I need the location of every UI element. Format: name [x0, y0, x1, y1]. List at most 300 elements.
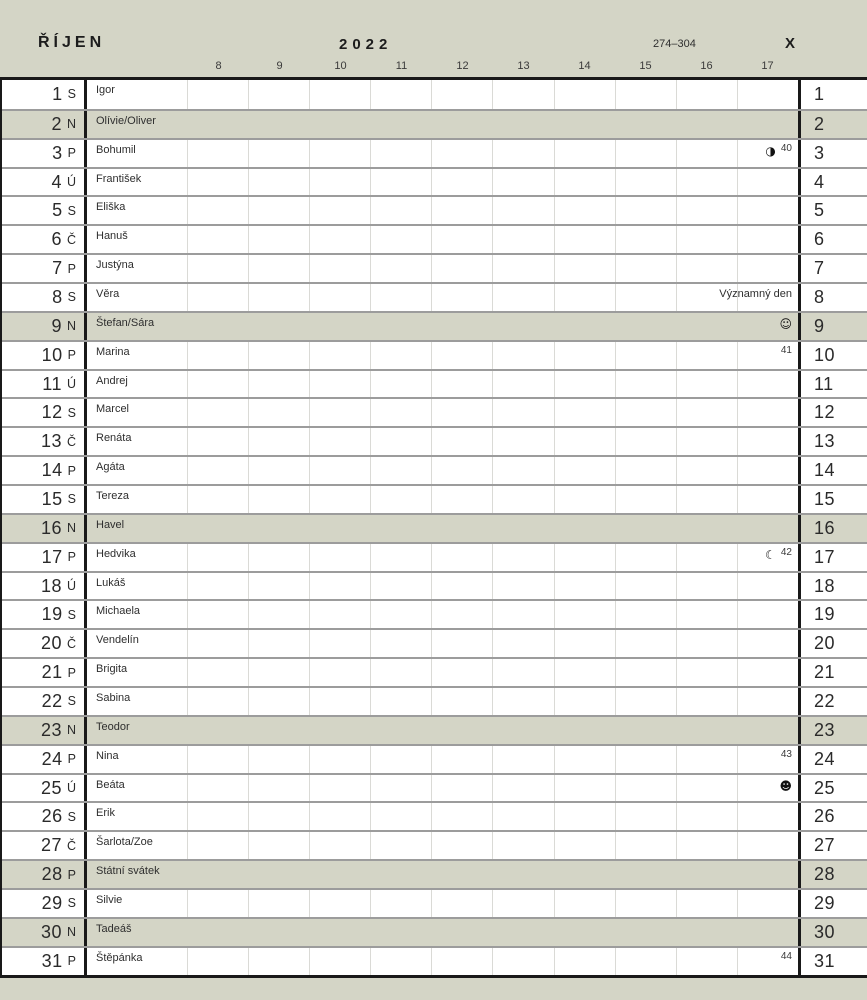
- hour-cell: [431, 399, 492, 426]
- hour-grid: [187, 919, 798, 946]
- day-right-cell: [801, 371, 867, 398]
- day-left-cell: [2, 428, 87, 455]
- day-annotations: [765, 142, 792, 157]
- day-content-cell: [87, 717, 801, 744]
- hour-cell: [187, 717, 248, 744]
- hour-cell: [737, 601, 798, 628]
- hour-cell: [554, 371, 615, 398]
- hour-cell: [492, 803, 553, 830]
- new-moon-icon: ☻: [779, 778, 792, 793]
- hour-cell: [431, 746, 492, 773]
- nameday-label: Beáta: [96, 778, 125, 791]
- note-label: Významný den: [719, 288, 792, 301]
- day-row: [2, 801, 867, 830]
- hour-cell: [554, 919, 615, 946]
- hour-cell: [187, 803, 248, 830]
- day-number: 3: [52, 142, 63, 163]
- hour-cell: [370, 197, 431, 224]
- hour-cell: [187, 226, 248, 253]
- day-left-cell: [2, 197, 87, 224]
- day-row: [2, 224, 867, 253]
- hour-grid: [187, 486, 798, 513]
- day-number-right: 31: [814, 950, 836, 971]
- hour-cell: [431, 601, 492, 628]
- hour-cell: [187, 832, 248, 859]
- hour-cell: [615, 890, 676, 917]
- hour-cell: [492, 775, 553, 802]
- day-left-cell: [2, 890, 87, 917]
- day-annotations: [781, 344, 792, 356]
- hour-cell: [615, 775, 676, 802]
- hour-cell: [676, 313, 737, 340]
- hour-cell: [492, 919, 553, 946]
- weekday-letter: S: [67, 896, 76, 911]
- day-right-cell: [801, 688, 867, 715]
- day-left-cell: [2, 169, 87, 196]
- day-number: 26: [41, 806, 63, 827]
- hour-cell: [187, 140, 248, 167]
- nameday-label: Marina: [96, 345, 130, 358]
- hour-cell: [737, 226, 798, 253]
- day-of-year-range: 274–304: [653, 38, 696, 50]
- hour-cell: [370, 659, 431, 686]
- hour-cell: [492, 832, 553, 859]
- hour-cell: [737, 573, 798, 600]
- day-row: [2, 484, 867, 513]
- day-left-cell: [2, 544, 87, 571]
- hour-cell: [737, 428, 798, 455]
- weekday-letter: N: [66, 319, 76, 334]
- nameday-label: Andrej: [96, 374, 128, 387]
- hour-label: 9: [276, 60, 283, 72]
- day-right-cell: [801, 140, 867, 167]
- hour-cell: [187, 861, 248, 888]
- day-annotations: [781, 748, 792, 760]
- hour-cell: [492, 746, 553, 773]
- nameday-label: Havel: [96, 518, 125, 531]
- hour-cell: [554, 803, 615, 830]
- hour-cell: [248, 717, 309, 744]
- hour-cell: [187, 515, 248, 542]
- day-right-cell: [801, 630, 867, 657]
- hour-cell: [737, 688, 798, 715]
- day-left-cell: [2, 457, 87, 484]
- day-content-cell: [87, 255, 801, 282]
- day-row: [2, 628, 867, 657]
- hour-cell: [431, 832, 492, 859]
- weekday-letter: S: [67, 405, 76, 420]
- hour-cell: [615, 717, 676, 744]
- hour-grid: [187, 197, 798, 224]
- day-right-cell: [801, 861, 867, 888]
- hour-cell: [248, 371, 309, 398]
- day-left-cell: [2, 803, 87, 830]
- hour-cell: [309, 313, 370, 340]
- hour-cell: [309, 428, 370, 455]
- hour-cell: [370, 169, 431, 196]
- nameday-label: Justýna: [96, 259, 134, 272]
- hour-grid: [187, 717, 798, 744]
- day-content-cell: [87, 515, 801, 542]
- hour-cell: [370, 919, 431, 946]
- hour-cell: [248, 659, 309, 686]
- day-number: 31: [41, 950, 63, 971]
- nameday-label: Brigita: [96, 663, 128, 676]
- year-label: 2022: [339, 36, 393, 53]
- hour-grid: [187, 515, 798, 542]
- hour-grid: [187, 630, 798, 657]
- day-number-right: 26: [814, 806, 836, 827]
- hour-cell: [248, 861, 309, 888]
- day-content-cell: [87, 313, 801, 340]
- hour-cell: [492, 197, 553, 224]
- hour-cell: [615, 371, 676, 398]
- hour-cell: [248, 284, 309, 311]
- day-number-right: 7: [814, 258, 825, 279]
- hour-cell: [676, 573, 737, 600]
- hour-cell: [431, 919, 492, 946]
- day-content-cell: [87, 659, 801, 686]
- hour-cell: [615, 688, 676, 715]
- hour-grid: [187, 659, 798, 686]
- nameday-label: Tereza: [96, 490, 130, 503]
- hour-cell: [676, 861, 737, 888]
- hour-cell: [676, 399, 737, 426]
- hour-cell: [554, 573, 615, 600]
- hour-cell: [554, 313, 615, 340]
- hour-cell: [676, 169, 737, 196]
- day-content-cell: [87, 544, 801, 571]
- day-content-cell: [87, 399, 801, 426]
- hour-cell: [676, 890, 737, 917]
- hour-cell: [431, 140, 492, 167]
- hour-cell: [248, 573, 309, 600]
- hour-cell: [431, 457, 492, 484]
- day-number-right: 19: [814, 604, 836, 625]
- day-annotations: [765, 546, 792, 561]
- hour-cell: [554, 197, 615, 224]
- day-content-cell: [87, 226, 801, 253]
- weekday-letter: P: [67, 954, 76, 969]
- weekday-letter: S: [67, 492, 76, 507]
- hour-grid: [187, 861, 798, 888]
- day-left-cell: [2, 832, 87, 859]
- day-row: [2, 397, 867, 426]
- hour-cell: [554, 832, 615, 859]
- day-number-right: 17: [814, 546, 836, 567]
- day-row: [2, 167, 867, 196]
- day-number: 24: [41, 748, 63, 769]
- hour-cell: [492, 601, 553, 628]
- day-number-right: 1: [814, 83, 825, 104]
- nameday-label: Nina: [96, 749, 119, 762]
- day-number: 23: [40, 719, 62, 740]
- day-row: [2, 599, 867, 628]
- day-number-right: 3: [814, 142, 825, 163]
- hour-cell: [554, 601, 615, 628]
- day-number-right: 4: [814, 171, 825, 192]
- hour-cell: [554, 140, 615, 167]
- day-number: 9: [51, 315, 62, 336]
- hour-cell: [248, 80, 309, 109]
- hour-grid: [187, 832, 798, 859]
- hour-cell: [248, 890, 309, 917]
- nameday-label: Lukáš: [96, 576, 126, 589]
- hour-cell: [554, 457, 615, 484]
- hour-cell: [370, 746, 431, 773]
- hour-cell: [492, 169, 553, 196]
- hour-cell: [248, 428, 309, 455]
- hour-cell: [676, 803, 737, 830]
- hour-label: 15: [639, 60, 652, 72]
- hour-cell: [309, 111, 370, 138]
- hour-grid: [187, 688, 798, 715]
- hour-grid: [187, 890, 798, 917]
- hour-cell: [676, 371, 737, 398]
- hour-scale: [0, 60, 867, 77]
- hour-cell: [370, 80, 431, 109]
- hour-cell: [676, 601, 737, 628]
- day-right-cell: [801, 515, 867, 542]
- hour-cell: [187, 80, 248, 109]
- hour-cell: [615, 457, 676, 484]
- hour-cell: [554, 284, 615, 311]
- hour-grid: [187, 601, 798, 628]
- hour-cell: [737, 861, 798, 888]
- day-left-cell: [2, 111, 87, 138]
- hour-cell: [248, 457, 309, 484]
- hour-cell: [309, 601, 370, 628]
- day-content-cell: [87, 80, 801, 109]
- hour-cell: [187, 688, 248, 715]
- hour-cell: [309, 515, 370, 542]
- day-content-cell: [87, 140, 801, 167]
- day-content-cell: [87, 197, 801, 224]
- day-row: [2, 195, 867, 224]
- weekday-letter: Č: [66, 232, 76, 247]
- day-content-cell: [87, 284, 801, 311]
- week-number: 43: [780, 748, 792, 760]
- day-left-cell: [2, 515, 87, 542]
- day-number: 25: [40, 777, 62, 798]
- hour-cell: [615, 428, 676, 455]
- hour-cell: [737, 255, 798, 282]
- hour-cell: [737, 111, 798, 138]
- day-annotations: [719, 286, 792, 300]
- hour-grid: [187, 775, 798, 802]
- day-number-right: 22: [814, 690, 836, 711]
- day-right-cell: [801, 169, 867, 196]
- hour-cell: [370, 803, 431, 830]
- hour-cell: [187, 284, 248, 311]
- hour-grid: [187, 255, 798, 282]
- hour-cell: [248, 111, 309, 138]
- nameday-label: Štěpánka: [96, 951, 143, 964]
- day-left-cell: [2, 486, 87, 513]
- hour-cell: [248, 486, 309, 513]
- hour-cell: [676, 544, 737, 571]
- nameday-label: Věra: [96, 288, 120, 301]
- hour-cell: [554, 861, 615, 888]
- day-number: 30: [40, 921, 62, 942]
- hour-cell: [370, 515, 431, 542]
- hour-cell: [676, 746, 737, 773]
- hour-cell: [554, 342, 615, 369]
- day-left-cell: [2, 313, 87, 340]
- hour-cell: [737, 457, 798, 484]
- hour-cell: [187, 919, 248, 946]
- day-number-right: 16: [814, 517, 836, 538]
- hour-cell: [676, 197, 737, 224]
- hour-cell: [370, 948, 431, 975]
- hour-cell: [615, 515, 676, 542]
- hour-cell: [431, 197, 492, 224]
- day-content-cell: [87, 371, 801, 398]
- nameday-label: Sabina: [96, 692, 131, 705]
- hour-cell: [615, 140, 676, 167]
- hour-cell: [370, 775, 431, 802]
- hour-cell: [370, 226, 431, 253]
- week-number: 44: [780, 950, 792, 962]
- day-right-cell: [801, 399, 867, 426]
- day-number: 5: [52, 200, 63, 221]
- day-number-right: 10: [814, 344, 836, 365]
- weekday-letter: N: [66, 925, 76, 940]
- day-row: [2, 773, 867, 802]
- hour-cell: [676, 515, 737, 542]
- hour-cell: [492, 428, 553, 455]
- hour-cell: [187, 111, 248, 138]
- nameday-label: Igor: [96, 84, 115, 96]
- hour-label: 10: [334, 60, 347, 72]
- hour-cell: [615, 832, 676, 859]
- hour-cell: [737, 630, 798, 657]
- day-number: 12: [41, 402, 63, 423]
- hour-cell: [431, 573, 492, 600]
- hour-cell: [737, 890, 798, 917]
- day-number-right: 28: [814, 864, 836, 885]
- hour-cell: [615, 342, 676, 369]
- day-number: 2: [51, 113, 62, 134]
- hour-cell: [248, 601, 309, 628]
- hour-cell: [370, 255, 431, 282]
- day-number-right: 20: [814, 633, 836, 654]
- hour-cell: [309, 486, 370, 513]
- hour-cell: [187, 255, 248, 282]
- hour-cell: [187, 890, 248, 917]
- hour-cell: [676, 688, 737, 715]
- day-left-cell: [2, 80, 87, 109]
- day-number: 20: [40, 633, 62, 654]
- hour-cell: [370, 313, 431, 340]
- day-content-cell: [87, 428, 801, 455]
- day-right-cell: [801, 948, 867, 975]
- day-left-cell: [2, 775, 87, 802]
- hour-cell: [431, 342, 492, 369]
- day-annotations: [779, 315, 792, 330]
- hour-cell: [492, 226, 553, 253]
- hour-cell: [431, 284, 492, 311]
- day-number: 6: [51, 229, 62, 250]
- hour-cell: [309, 140, 370, 167]
- day-number-right: 5: [814, 200, 825, 221]
- day-right-cell: [801, 80, 867, 109]
- hour-cell: [431, 371, 492, 398]
- hour-grid: [187, 342, 798, 369]
- day-row: [2, 340, 867, 369]
- hour-grid: [187, 457, 798, 484]
- hour-cell: [187, 457, 248, 484]
- weekday-letter: S: [67, 87, 76, 102]
- hour-cell: [309, 573, 370, 600]
- day-right-cell: [801, 342, 867, 369]
- hour-cell: [615, 919, 676, 946]
- hour-cell: [554, 948, 615, 975]
- hour-grid: [187, 746, 798, 773]
- hour-cell: [187, 169, 248, 196]
- day-content-cell: [87, 486, 801, 513]
- hour-grid: [187, 948, 798, 975]
- nameday-label: Renáta: [96, 432, 132, 445]
- day-number-right: 13: [814, 431, 836, 452]
- day-left-cell: [2, 226, 87, 253]
- hour-cell: [676, 717, 737, 744]
- weekday-letter: Ú: [66, 377, 76, 392]
- weekday-letter: Č: [66, 636, 76, 651]
- hour-cell: [370, 428, 431, 455]
- hour-cell: [615, 630, 676, 657]
- day-content-cell: [87, 746, 801, 773]
- hour-cell: [554, 111, 615, 138]
- day-left-cell: [2, 688, 87, 715]
- weekday-letter: S: [67, 607, 76, 622]
- hour-cell: [309, 371, 370, 398]
- weekday-letter: S: [67, 809, 76, 824]
- day-right-cell: [801, 428, 867, 455]
- hour-label: 16: [700, 60, 713, 72]
- hour-cell: [492, 284, 553, 311]
- hour-cell: [615, 399, 676, 426]
- day-right-cell: [801, 919, 867, 946]
- hour-cell: [492, 457, 553, 484]
- day-right-cell: [801, 890, 867, 917]
- hour-label: 14: [578, 60, 591, 72]
- hour-label: 13: [517, 60, 530, 72]
- day-left-cell: [2, 861, 87, 888]
- weekday-letter: N: [66, 723, 76, 738]
- hour-cell: [187, 659, 248, 686]
- hour-cell: [492, 399, 553, 426]
- day-content-cell: [87, 342, 801, 369]
- hour-cell: [492, 861, 553, 888]
- hour-grid: [187, 803, 798, 830]
- hour-cell: [370, 573, 431, 600]
- hour-cell: [554, 80, 615, 109]
- day-number-right: 11: [814, 373, 834, 394]
- day-number: 16: [40, 517, 62, 538]
- hour-cell: [370, 284, 431, 311]
- hour-cell: [492, 890, 553, 917]
- hour-cell: [248, 342, 309, 369]
- hour-cell: [309, 688, 370, 715]
- weekday-letter: Č: [66, 434, 76, 449]
- weekday-letter: P: [67, 261, 76, 276]
- nameday-label: Olívie/Oliver: [96, 114, 156, 127]
- hour-cell: [309, 659, 370, 686]
- hour-cell: [737, 486, 798, 513]
- hour-label: 11: [395, 60, 408, 72]
- hour-cell: [554, 544, 615, 571]
